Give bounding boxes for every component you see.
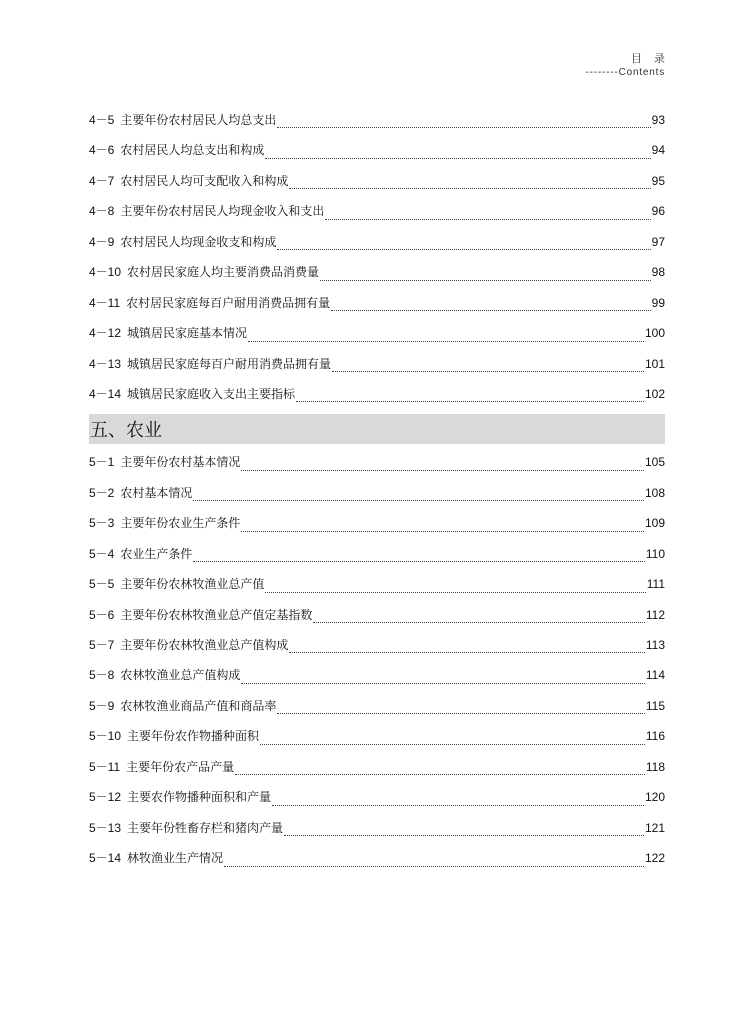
toc-entry-number: 5－11 [89, 759, 121, 774]
toc-entry-page-number[interactable]: 93 [651, 113, 665, 127]
toc-entry-title[interactable]: 城镇居民家庭基本情况 [127, 326, 248, 341]
dot-leader [313, 621, 644, 623]
toc-entry[interactable] [89, 696, 665, 726]
toc-entry-title[interactable]: 农村居民人均可支配收入和构成 [120, 173, 289, 188]
toc-entry-number: 4－6 [89, 143, 115, 158]
toc-entry-page-number[interactable]: 114 [645, 668, 665, 683]
dot-leader [272, 804, 644, 806]
header-subtitle: --------Contents [585, 67, 665, 78]
toc-entry-title[interactable]: 农业生产条件 [120, 546, 193, 561]
toc-entry-page-number[interactable]: 98 [651, 265, 665, 280]
toc-entry-title[interactable]: 主要年份农村居民人均现金收入和支出 [120, 204, 325, 219]
toc-entry-number: 4－13 [89, 356, 122, 371]
dot-leader [277, 712, 644, 714]
header-title: 目录 [631, 52, 677, 65]
toc-entry-title[interactable]: 主要年份农业生产条件 [120, 516, 241, 531]
toc-entry-number: 4－11 [89, 295, 121, 310]
toc-entry-page-number[interactable]: 110 [645, 546, 665, 561]
dot-leader [235, 773, 645, 775]
dot-leader [265, 157, 650, 159]
dot-leader [248, 340, 644, 342]
toc-entry-number: 5－13 [89, 820, 122, 835]
toc-entry-number: 5－10 [89, 729, 122, 744]
toc-entry[interactable] [89, 262, 665, 292]
toc-entry-page-number[interactable]: 99 [651, 295, 665, 310]
dot-leader [260, 743, 645, 745]
toc-entry-title[interactable]: 主要年份牲畜存栏和猪肉产量 [127, 820, 284, 835]
toc-entry-page-number[interactable]: 122 [644, 851, 665, 866]
toc-entry-page-number[interactable]: 113 [645, 638, 665, 652]
toc-entry[interactable] [89, 232, 665, 262]
toc-entry-number: 5－2 [89, 485, 115, 500]
toc-entry[interactable] [89, 757, 665, 787]
toc-entry-page-number[interactable]: 102 [644, 386, 665, 401]
table-of-contents [89, 110, 665, 879]
toc-entry-title[interactable]: 农村居民家庭每百户耐用消费品拥有量 [126, 295, 331, 310]
toc-entry-page-number[interactable]: 112 [645, 607, 665, 622]
dot-leader [277, 126, 650, 128]
toc-entry-title[interactable]: 主要年份农林牧渔业总产值 [120, 577, 265, 592]
toc-entry-title[interactable]: 主要年份农作物播种面积 [127, 729, 260, 744]
dot-leader [331, 309, 650, 311]
toc-entry-number: 4－9 [89, 234, 115, 249]
dot-leader [320, 279, 651, 281]
dot-leader [332, 370, 644, 372]
toc-entry-title[interactable]: 城镇居民家庭收入支出主要指标 [127, 386, 296, 401]
section-heading: 五、农业 [89, 414, 665, 444]
toc-entry-title[interactable]: 城镇居民家庭每百户耐用消费品拥有量 [127, 356, 332, 371]
toc-entry-page-number[interactable]: 109 [644, 516, 665, 531]
toc-entry[interactable] [89, 605, 665, 635]
page-header [585, 52, 677, 80]
toc-entry-number: 5－6 [89, 607, 115, 622]
dot-leader [193, 560, 644, 562]
toc-entry[interactable] [89, 574, 665, 604]
toc-entry-page-number[interactable]: 115 [645, 698, 665, 713]
toc-entry-number: 5－5 [89, 577, 115, 592]
dot-leader [193, 499, 644, 501]
toc-entry-page-number[interactable]: 96 [651, 204, 665, 219]
toc-entry-page-number[interactable]: 111 [646, 577, 665, 592]
toc-entry-page-number[interactable]: 105 [644, 455, 665, 470]
toc-entry-title[interactable]: 主要年份农村基本情况 [120, 455, 241, 470]
dot-leader [241, 682, 644, 684]
toc-entry-number: 5－12 [89, 790, 122, 805]
dot-leader [289, 187, 650, 189]
toc-entry[interactable] [89, 513, 665, 543]
dot-leader [325, 218, 650, 220]
dot-leader [289, 651, 644, 653]
toc-entry-title[interactable]: 农村居民家庭人均主要消费品消费量 [127, 265, 320, 280]
toc-entry-title[interactable]: 主要农作物播种面积和产量 [127, 790, 272, 805]
toc-entry-title[interactable]: 主要年份农林牧渔业总产值构成 [120, 638, 289, 652]
toc-entry-page-number[interactable]: 97 [651, 234, 665, 249]
toc-entry[interactable] [89, 110, 665, 140]
toc-entry-page-number[interactable]: 118 [645, 759, 665, 774]
toc-entry-number: 5－9 [89, 698, 115, 713]
toc-entry[interactable] [89, 293, 665, 323]
toc-entry-title[interactable]: 农村基本情况 [120, 485, 193, 500]
toc-entry-number: 5－8 [89, 668, 115, 683]
toc-entry[interactable] [89, 201, 665, 231]
toc-entry-page-number[interactable]: 121 [644, 820, 665, 835]
toc-entry-title[interactable]: 主要年份农村居民人均总支出 [120, 113, 277, 127]
toc-entry-number: 4－5 [89, 113, 115, 127]
toc-entry-page-number[interactable]: 100 [644, 326, 665, 341]
toc-entry[interactable] [89, 665, 665, 695]
toc-entry[interactable] [89, 323, 665, 353]
dot-leader [241, 469, 644, 471]
toc-entry-title[interactable]: 林牧渔业生产情况 [127, 851, 224, 866]
toc-entry-page-number[interactable]: 120 [644, 790, 665, 805]
toc-entry[interactable] [89, 635, 665, 665]
toc-entry-number: 5－4 [89, 546, 115, 561]
toc-entry[interactable] [89, 483, 665, 513]
toc-entry-title[interactable]: 农村居民人均总支出和构成 [120, 143, 265, 158]
toc-entry-page-number[interactable]: 101 [644, 356, 665, 371]
toc-entry[interactable] [89, 848, 665, 878]
dot-leader [296, 400, 644, 402]
toc-entry-title[interactable]: 农村居民人均现金收支和构成 [120, 234, 277, 249]
toc-entry[interactable] [89, 818, 665, 848]
toc-entry-number: 4－7 [89, 173, 115, 188]
toc-entry-number: 4－10 [89, 265, 122, 280]
toc-entry[interactable] [89, 544, 665, 574]
toc-entry-number: 5－14 [89, 851, 122, 866]
toc-entry[interactable] [89, 384, 665, 414]
toc-entry-page-number[interactable]: 94 [651, 143, 665, 158]
toc-entry-page-number[interactable]: 95 [651, 173, 665, 188]
toc-entry-number: 4－12 [89, 326, 122, 341]
dot-leader [265, 591, 645, 593]
dot-leader [224, 865, 644, 867]
toc-entry-title[interactable]: 农林牧渔业商品产值和商品率 [120, 698, 277, 713]
toc-entry[interactable] [89, 452, 665, 482]
toc-entry[interactable] [89, 787, 665, 817]
toc-entry-page-number[interactable]: 116 [645, 729, 665, 744]
toc-entry-number: 5－3 [89, 516, 115, 531]
toc-entry[interactable] [89, 140, 665, 170]
toc-entry-title[interactable]: 农林牧渔业总产值构成 [120, 668, 241, 683]
toc-entry-number: 5－7 [89, 638, 115, 652]
toc-entry-title[interactable]: 主要年份农产品产量 [126, 759, 235, 774]
toc-entry[interactable] [89, 171, 665, 201]
toc-entry-number: 5－1 [89, 455, 115, 470]
toc-entry-page-number[interactable]: 108 [644, 485, 665, 500]
dot-leader [284, 834, 644, 836]
toc-entry-title[interactable]: 主要年份农林牧渔业总产值定基指数 [120, 607, 313, 622]
toc-entry[interactable] [89, 726, 665, 756]
toc-entry-number: 4－8 [89, 204, 115, 219]
toc-entry-number: 4－14 [89, 386, 122, 401]
dot-leader [277, 248, 650, 250]
toc-entry[interactable] [89, 354, 665, 384]
dot-leader [241, 530, 644, 532]
